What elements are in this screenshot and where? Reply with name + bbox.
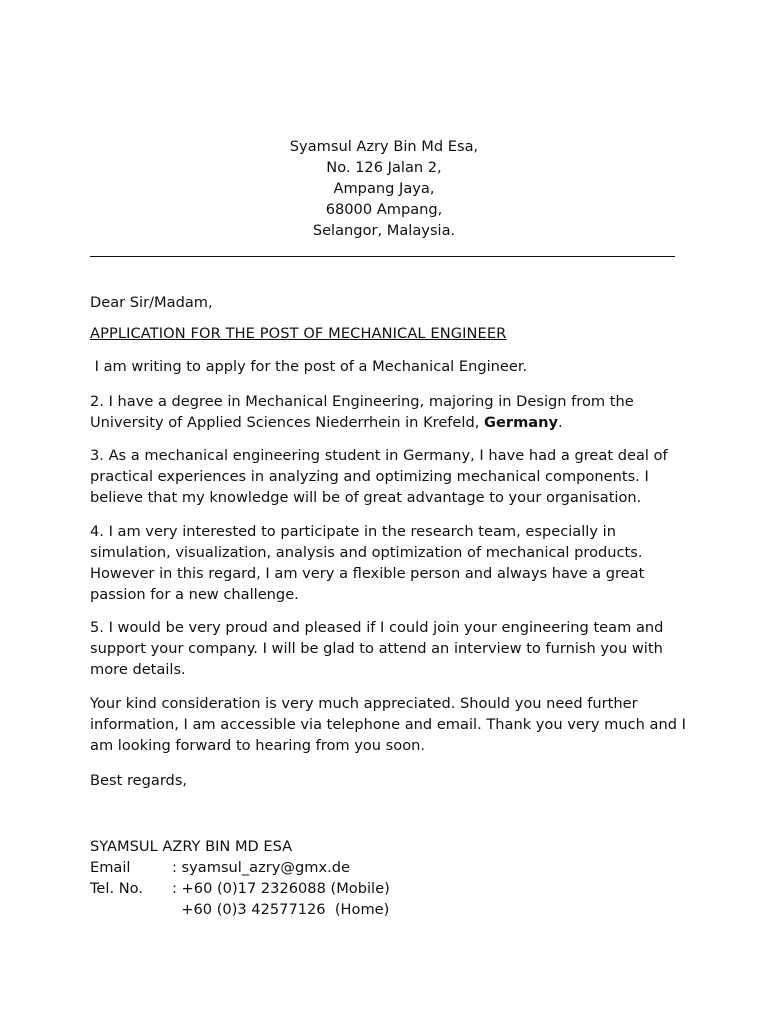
tel-mobile-value: : +60 (0)17 2326088 (Mobile) [172,880,390,897]
paragraph-2-text: 2. I have a degree in Mechanical Engineering, majoring in Design from the University of Applied Sciences Niederrhein in Krefeld, [90,393,634,431]
tel-label: Tel. No. [90,880,143,897]
letter-subject: APPLICATION FOR THE POST OF MECHANICAL ENGINEER [90,325,507,342]
tel-row-mobile [90,878,690,899]
signature-block [90,836,690,920]
paragraph-4: 4. I am very interested to participate in the research team, especially in simulation, visualization, analysis and optimization of mechanical products. However in this regard, I am very a flexible person and always have a great passion for a new challenge. [90,523,645,603]
tel-home-value: +60 (0)3 42577126 (Home) [172,901,390,918]
address-divider [90,256,675,257]
sender-address [0,136,768,241]
signoff: Best regards, [90,772,188,789]
address-line-state: Selangor, Malaysia. [312,222,456,239]
paragraph-2-country: Germany [484,414,559,431]
address-line-street: No. 126 Jalan 2, [326,159,442,176]
tel-row-home [90,899,690,920]
paragraph-2 [90,391,690,433]
email-value: : syamsul_azry@gmx.de [172,859,350,876]
signature-name: SYAMSUL AZRY BIN MD ESA [90,838,293,855]
paragraph-3: 3. As a mechanical engineering student in Germany, I have had a great deal of practical experiences in analyzing and optimizing mechanical components. I believe that my knowledge will be of great advantage to your organisation. [90,447,668,506]
salutation: Dear Sir/Madam, [90,294,213,311]
address-line-postcode: 68000 Ampang, [325,201,443,218]
address-line-name: Syamsul Azry Bin Md Esa, [289,138,479,155]
paragraph-intro: I am writing to apply for the post of a Mechanical Engineer. [90,358,528,375]
paragraph-5: 5. I would be very proud and pleased if I could join your engineering team and support your company. I will be glad to attend an interview to furnish you with more details. [90,619,664,678]
email-row [90,857,690,878]
address-line-area: Ampang Jaya, [333,180,435,197]
paragraph-closing: Your kind consideration is very much appreciated. Should you need further information, I am accessible via telephone and email. Thank you very much and I am looking forward to hearing from you soon. [90,695,686,754]
paragraph-2-end: . [558,414,563,431]
email-label: Email [90,859,131,876]
